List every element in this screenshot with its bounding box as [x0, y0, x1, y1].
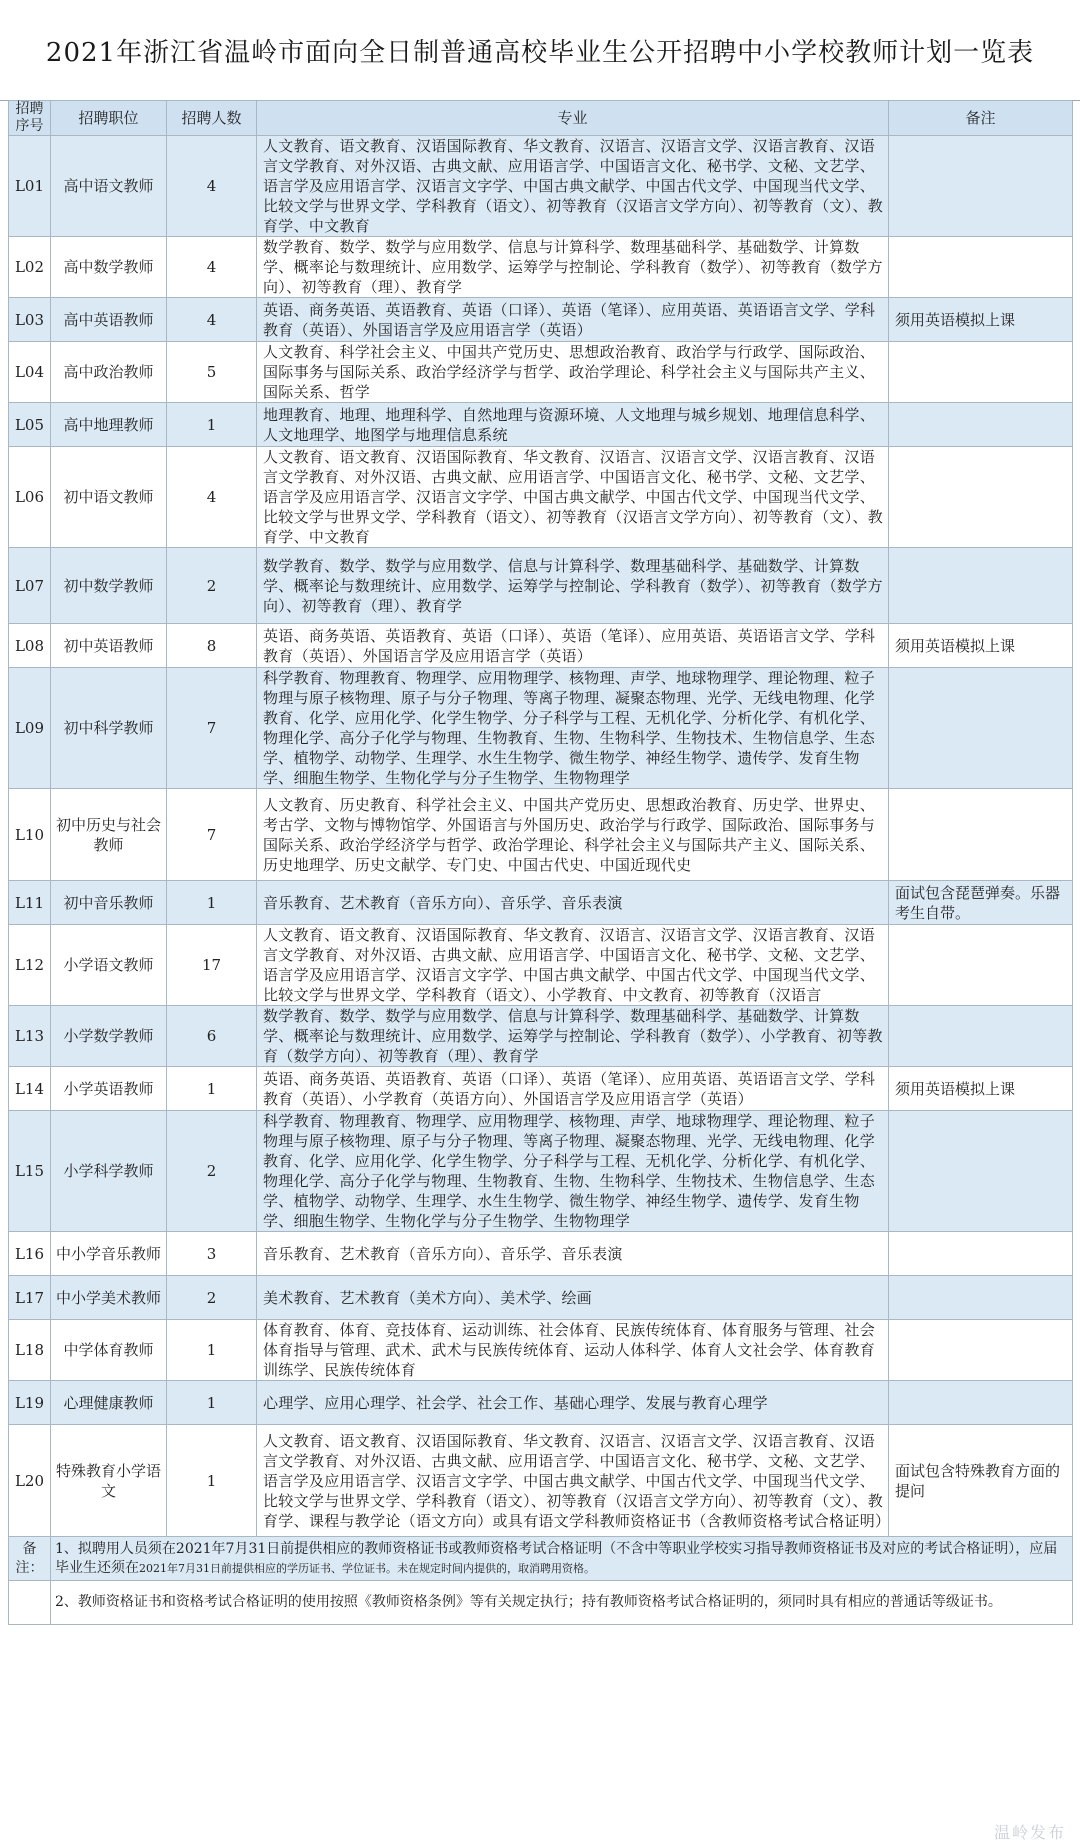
row-major: 音乐教育、艺术教育（音乐方向）、音乐学、音乐表演 — [257, 881, 889, 925]
row-position: 高中地理教师 — [51, 403, 167, 447]
row-count: 4 — [167, 237, 257, 298]
table-row — [9, 136, 1073, 237]
table-row — [9, 1067, 1073, 1111]
row-position: 高中语文教师 — [51, 136, 167, 237]
notes-label: 备注： — [9, 1537, 51, 1581]
document-title: 2021年浙江省温岭市面向全日制普通高校毕业生公开招聘中小学校教师计划一览表 — [0, 0, 1080, 101]
row-id: L04 — [9, 342, 51, 403]
row-position: 初中数学教师 — [51, 548, 167, 624]
row-position: 中小学美术教师 — [51, 1276, 167, 1320]
table-row — [9, 789, 1073, 881]
row-count: 5 — [167, 342, 257, 403]
notes-line-1-small: 2021年7月31日前提供相应的学历证书、学位证书。未在规定时间内提供的，取消聘用资格。 — [139, 1561, 595, 1575]
row-count: 1 — [167, 1067, 257, 1111]
row-position: 小学英语教师 — [51, 1067, 167, 1111]
row-note: 须用英语模拟上课 — [889, 298, 1073, 342]
row-note — [889, 1276, 1073, 1320]
row-major: 地理教育、地理、地理科学、自然地理与资源环境、人文地理与城乡规划、地理信息科学、人文地理学、地图学与地理信息系统 — [257, 403, 889, 447]
row-position: 高中英语教师 — [51, 298, 167, 342]
row-id: L08 — [9, 624, 51, 668]
row-count: 17 — [167, 925, 257, 1006]
table-row — [9, 1381, 1073, 1425]
row-major: 科学教育、物理教育、物理学、应用物理学、核物理、声学、地球物理学、理论物理、粒子物理与原子核物理、原子与分子物理、等离子物理、凝聚态物理、光学、无线电物理、化学教育、化学、应用化学、化学生物学、分子科学与工程、无机化学、分析化学、有机化学、物理化学、高分子化学与物理、生物教育、生物、生物科学、生物技术、生物信息学、生态学、植物学、动物学、生理学、水生生物学、微生物学、神经生物学、遗传学、发育生物学、细胞生物学、生物化学与分子生物学、生物物理学 — [257, 668, 889, 789]
row-position: 中小学音乐教师 — [51, 1232, 167, 1276]
header-position: 招聘职位 — [51, 101, 167, 136]
row-id: L18 — [9, 1320, 51, 1381]
row-id: L07 — [9, 548, 51, 624]
row-count: 2 — [167, 548, 257, 624]
row-note: 须用英语模拟上课 — [889, 624, 1073, 668]
row-major: 数学教育、数学、数学与应用数学、信息与计算科学、数理基础科学、基础数学、计算数学、概率论与数理统计、应用数学、运筹学与控制论、学科教育（数学）、初等教育（数学方向）、初等教育（理）、教育学 — [257, 237, 889, 298]
row-note: 面试包含特殊教育方面的提问 — [889, 1425, 1073, 1537]
table-row — [9, 237, 1073, 298]
recruitment-table — [8, 100, 1073, 1625]
row-id: L05 — [9, 403, 51, 447]
row-note — [889, 1111, 1073, 1232]
row-major: 数学教育、数学、数学与应用数学、信息与计算科学、数理基础科学、基础数学、计算数学、概率论与数理统计、应用数学、运筹学与控制论、学科教育（数学）、小学教育、初等教育（数学方向）、初等教育（理）、教育学 — [257, 1006, 889, 1067]
table-row — [9, 1111, 1073, 1232]
table-row — [9, 1006, 1073, 1067]
row-position: 初中科学教师 — [51, 668, 167, 789]
row-note: 面试包含琵琶弹奏。乐器考生自带。 — [889, 881, 1073, 925]
row-major: 人文教育、历史教育、科学社会主义、中国共产党历史、思想政治教育、历史学、世界史、考古学、文物与博物馆学、外国语言与外国历史、政治学与行政学、国际政治、国际事务与国际关系、政治学经济学与哲学、政治学理论、科学社会主义与国际共产主义、国际关系、历史地理学、历史文献学、专门史、中国古代史、中国近现代史 — [257, 789, 889, 881]
row-note — [889, 1006, 1073, 1067]
notes-line-2: 2、教师资格证书和资格考试合格证明的使用按照《教师资格条例》等有关规定执行；持有教师资格考试合格证明的，须同时具有相应的普通话等级证书。 — [51, 1581, 1073, 1625]
row-id: L10 — [9, 789, 51, 881]
table-row — [9, 1276, 1073, 1320]
row-major: 人文教育、语文教育、汉语国际教育、华文教育、汉语言、汉语言文学、汉语言教育、汉语言文学教育、对外汉语、古典文献、应用语言学、中国语言文化、秘书学、文秘、文艺学、语言学及应用语言学、汉语言文字学、中国古典文献学、中国古代文学、中国现当代文学、比较文学与世界文学、学科教育（语文）、初等教育（汉语言文学方向）、初等教育（文）、教育学、中文教育 — [257, 136, 889, 237]
row-id: L20 — [9, 1425, 51, 1537]
row-note — [889, 136, 1073, 237]
row-id: L02 — [9, 237, 51, 298]
row-count: 1 — [167, 881, 257, 925]
row-count: 6 — [167, 1006, 257, 1067]
row-position: 心理健康教师 — [51, 1381, 167, 1425]
row-id: L01 — [9, 136, 51, 237]
row-major: 人文教育、语文教育、汉语国际教育、华文教育、汉语言、汉语言文学、汉语言教育、汉语言文学教育、对外汉语、古典文献、应用语言学、中国语言文化、秘书学、文秘、文艺学、语言学及应用语言学、汉语言文字学、中国古典文献学、中国古代文学、中国现当代文学、比较文学与世界文学、学科教育（语文）、初等教育（汉语言文学方向）、初等教育（文）、教育学、课程与教学论（语文方向）或具有语文学科教师资格证书（含教师资格考试合格证明） — [257, 1425, 889, 1537]
row-note — [889, 342, 1073, 403]
table-body — [9, 136, 1073, 1537]
table-row — [9, 403, 1073, 447]
row-major: 英语、商务英语、英语教育、英语（口译）、英语（笔译）、应用英语、英语语言文学、学科教育（英语）、小学教育（英语方向）、外国语言学及应用语言学（英语） — [257, 1067, 889, 1111]
row-position: 小学数学教师 — [51, 1006, 167, 1067]
row-count: 1 — [167, 1381, 257, 1425]
notes-line-1-main: 1、拟聘用人员须在2021年7月31日前提供相应的教师资格证书或教师资格考试合格证明（不含中等职业学校实习指导教师资格证书及对应的考试合格证明），应届毕业生还须在 — [55, 1540, 1058, 1576]
notes-spacer — [9, 1581, 51, 1625]
row-id: L17 — [9, 1276, 51, 1320]
notes-row-2 — [9, 1581, 1073, 1625]
row-major: 体育教育、体育、竞技体育、运动训练、社会体育、民族传统体育、体育服务与管理、社会体育指导与管理、武术、武术与民族传统体育、运动人体科学、体育人文社会学、体育教育训练学、民族传统体育 — [257, 1320, 889, 1381]
row-position: 小学语文教师 — [51, 925, 167, 1006]
row-position: 高中数学教师 — [51, 237, 167, 298]
row-note — [889, 1381, 1073, 1425]
header-note: 备注 — [889, 101, 1073, 136]
table-row — [9, 1232, 1073, 1276]
row-count: 4 — [167, 298, 257, 342]
row-note — [889, 403, 1073, 447]
table-row — [9, 1320, 1073, 1381]
row-count: 3 — [167, 1232, 257, 1276]
row-note — [889, 237, 1073, 298]
row-major: 英语、商务英语、英语教育、英语（口译）、英语（笔译）、应用英语、英语语言文学、学科教育（英语）、外国语言学及应用语言学（英语） — [257, 624, 889, 668]
row-note: 须用英语模拟上课 — [889, 1067, 1073, 1111]
row-note — [889, 1232, 1073, 1276]
row-count: 4 — [167, 447, 257, 548]
row-count: 1 — [167, 1320, 257, 1381]
table-row — [9, 298, 1073, 342]
row-major: 人文教育、语文教育、汉语国际教育、华文教育、汉语言、汉语言文学、汉语言教育、汉语言文学教育、对外汉语、古典文献、应用语言学、中国语言文化、秘书学、文秘、文艺学、语言学及应用语言学、汉语言文字学、中国古典文献学、中国古代文学、中国现当代文学、比较文学与世界文学、学科教育（语文）、初等教育（汉语言文学方向）、初等教育（文）、教育学、中文教育 — [257, 447, 889, 548]
row-count: 4 — [167, 136, 257, 237]
row-id: L06 — [9, 447, 51, 548]
table-row — [9, 668, 1073, 789]
table-row — [9, 1425, 1073, 1537]
row-count: 2 — [167, 1111, 257, 1232]
table-row — [9, 447, 1073, 548]
row-id: L16 — [9, 1232, 51, 1276]
row-note — [889, 1320, 1073, 1381]
row-position: 特殊教育小学语文 — [51, 1425, 167, 1537]
row-note — [889, 925, 1073, 1006]
table-header-row — [9, 101, 1073, 136]
row-major: 数学教育、数学、数学与应用数学、信息与计算科学、数理基础科学、基础数学、计算数学、概率论与数理统计、应用数学、运筹学与控制论、学科教育（数学）、初等教育（数学方向）、初等教育（理）、教育学 — [257, 548, 889, 624]
row-id: L15 — [9, 1111, 51, 1232]
row-major: 美术教育、艺术教育（美术方向）、美术学、绘画 — [257, 1276, 889, 1320]
row-id: L11 — [9, 881, 51, 925]
row-position: 高中政治教师 — [51, 342, 167, 403]
row-id: L03 — [9, 298, 51, 342]
notes-line-1 — [51, 1537, 1073, 1581]
header-count: 招聘人数 — [167, 101, 257, 136]
row-count: 8 — [167, 624, 257, 668]
notes-row-1 — [9, 1537, 1073, 1581]
row-count: 1 — [167, 403, 257, 447]
row-id: L09 — [9, 668, 51, 789]
row-position: 初中音乐教师 — [51, 881, 167, 925]
row-count: 7 — [167, 668, 257, 789]
row-id: L12 — [9, 925, 51, 1006]
row-note — [889, 548, 1073, 624]
table-row — [9, 548, 1073, 624]
header-id: 招聘 序号 — [9, 101, 51, 136]
row-major: 科学教育、物理教育、物理学、应用物理学、核物理、声学、地球物理学、理论物理、粒子物理与原子核物理、原子与分子物理、等离子物理、凝聚态物理、光学、无线电物理、化学教育、化学、应用化学、化学生物学、分子科学与工程、无机化学、分析化学、有机化学、物理化学、高分子化学与物理、生物教育、生物、生物科学、生物技术、生物信息学、生态学、植物学、动物学、生理学、水生生物学、微生物学、神经生物学、遗传学、发育生物学、细胞生物学、生物化学与分子生物学、生物物理学 — [257, 1111, 889, 1232]
row-major: 心理学、应用心理学、社会学、社会工作、基础心理学、发展与教育心理学 — [257, 1381, 889, 1425]
row-position: 初中英语教师 — [51, 624, 167, 668]
table-row — [9, 881, 1073, 925]
row-major: 人文教育、科学社会主义、中国共产党历史、思想政治教育、政治学与行政学、国际政治、国际事务与国际关系、政治学经济学与哲学、政治学理论、科学社会主义与国际共产主义、国际关系、哲学 — [257, 342, 889, 403]
table-row — [9, 342, 1073, 403]
row-position: 小学科学教师 — [51, 1111, 167, 1232]
row-note — [889, 447, 1073, 548]
row-position: 初中语文教师 — [51, 447, 167, 548]
row-major: 音乐教育、艺术教育（音乐方向）、音乐学、音乐表演 — [257, 1232, 889, 1276]
row-id: L19 — [9, 1381, 51, 1425]
row-note — [889, 789, 1073, 881]
row-id: L13 — [9, 1006, 51, 1067]
watermark-text: 温岭发布 — [993, 1823, 1066, 1842]
row-note — [889, 668, 1073, 789]
row-major: 英语、商务英语、英语教育、英语（口译）、英语（笔译）、应用英语、英语语言文学、学科教育（英语）、外国语言学及应用语言学（英语） — [257, 298, 889, 342]
row-position: 中学体育教师 — [51, 1320, 167, 1381]
row-count: 7 — [167, 789, 257, 881]
row-count: 2 — [167, 1276, 257, 1320]
row-count: 1 — [167, 1425, 257, 1537]
header-major: 专业 — [257, 101, 889, 136]
row-major: 人文教育、语文教育、汉语国际教育、华文教育、汉语言、汉语言文学、汉语言教育、汉语言文学教育、对外汉语、古典文献、应用语言学、中国语言文化、秘书学、文秘、文艺学、语言学及应用语言学、汉语言文字学、中国古典文献学、中国古代文学、中国现当代文学、比较文学与世界文学、学科教育（语文）、小学教育、中文教育、初等教育（汉语言 — [257, 925, 889, 1006]
table-row — [9, 624, 1073, 668]
row-id: L14 — [9, 1067, 51, 1111]
row-position: 初中历史与社会教师 — [51, 789, 167, 881]
table-row — [9, 925, 1073, 1006]
